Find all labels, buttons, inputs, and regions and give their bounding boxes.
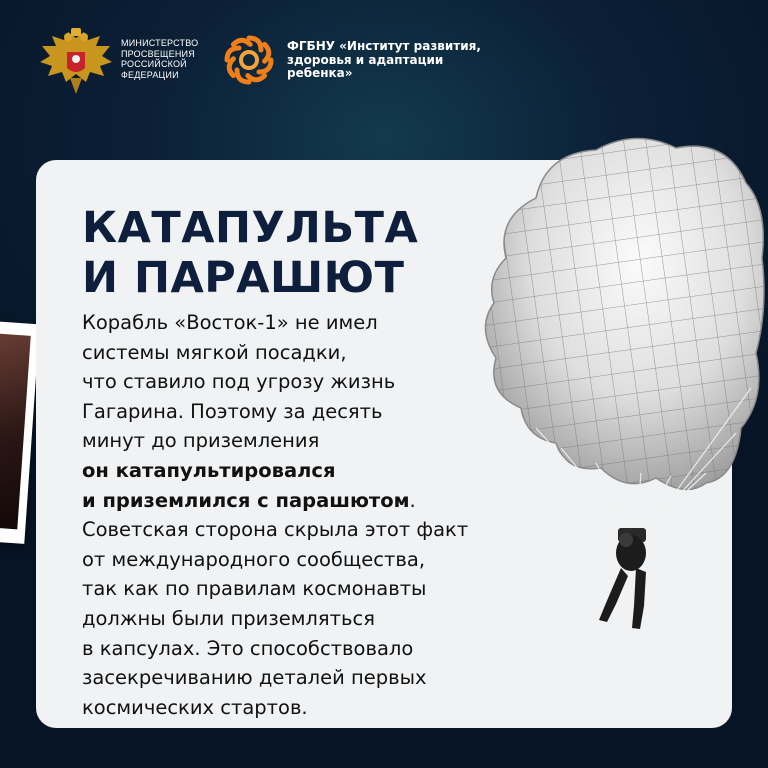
body-line: космических стартов.	[82, 695, 308, 719]
header	[0, 0, 768, 110]
ministry-line: РОССИЙСКОЙ	[121, 59, 187, 69]
body-line: минут до приземления	[82, 429, 320, 453]
coat-of-arms-icon	[38, 28, 114, 96]
parachute-photo	[466, 128, 768, 648]
ministry-line: ПРОСВЕЩЕНИЯ	[121, 48, 195, 59]
institute-logo-icon	[219, 30, 279, 90]
title-line: И ПАРАШЮТ	[82, 253, 405, 303]
body-line: так как по правилам космонавты	[82, 577, 427, 601]
title-line: КАТАПУЛЬТА	[82, 203, 419, 253]
body-line: что ставило под угрозу жизнь	[82, 370, 396, 394]
body-line: он катапультировался	[82, 458, 336, 482]
ministry-line: МИНИСТЕРСТВО	[121, 38, 199, 48]
body-line: Корабль «Восток-1» не имел	[82, 311, 378, 334]
partial-photo-frame	[0, 320, 40, 544]
body-line: Гагарина. Поэтому за десять	[82, 399, 383, 423]
ministry-line: ФЕДЕРАЦИИ	[121, 69, 179, 80]
body-line: и приземлился с парашютом.	[82, 488, 416, 512]
body-line: засекречиванию деталей первых	[82, 666, 427, 690]
body-line: должны были приземляться	[82, 606, 375, 630]
institute-line: здоровья и адаптации	[287, 52, 444, 67]
institute-line: ФГБНУ «Институт развития,	[287, 39, 481, 53]
institute-name	[287, 40, 517, 81]
parachutist-figure	[599, 528, 646, 629]
parachute-canopy	[466, 128, 768, 508]
body-line: в капсулах. Это способствовало	[82, 636, 414, 660]
card-title	[82, 203, 482, 303]
body-line: системы мягкой посадки,	[82, 340, 347, 364]
partial-photo	[0, 332, 31, 529]
body-line: от международного сообщества,	[82, 547, 426, 571]
ministry-name	[121, 38, 221, 80]
institute-line: ребенка»	[287, 66, 353, 80]
body-line: Советская сторона скрыла этот факт	[82, 518, 469, 542]
